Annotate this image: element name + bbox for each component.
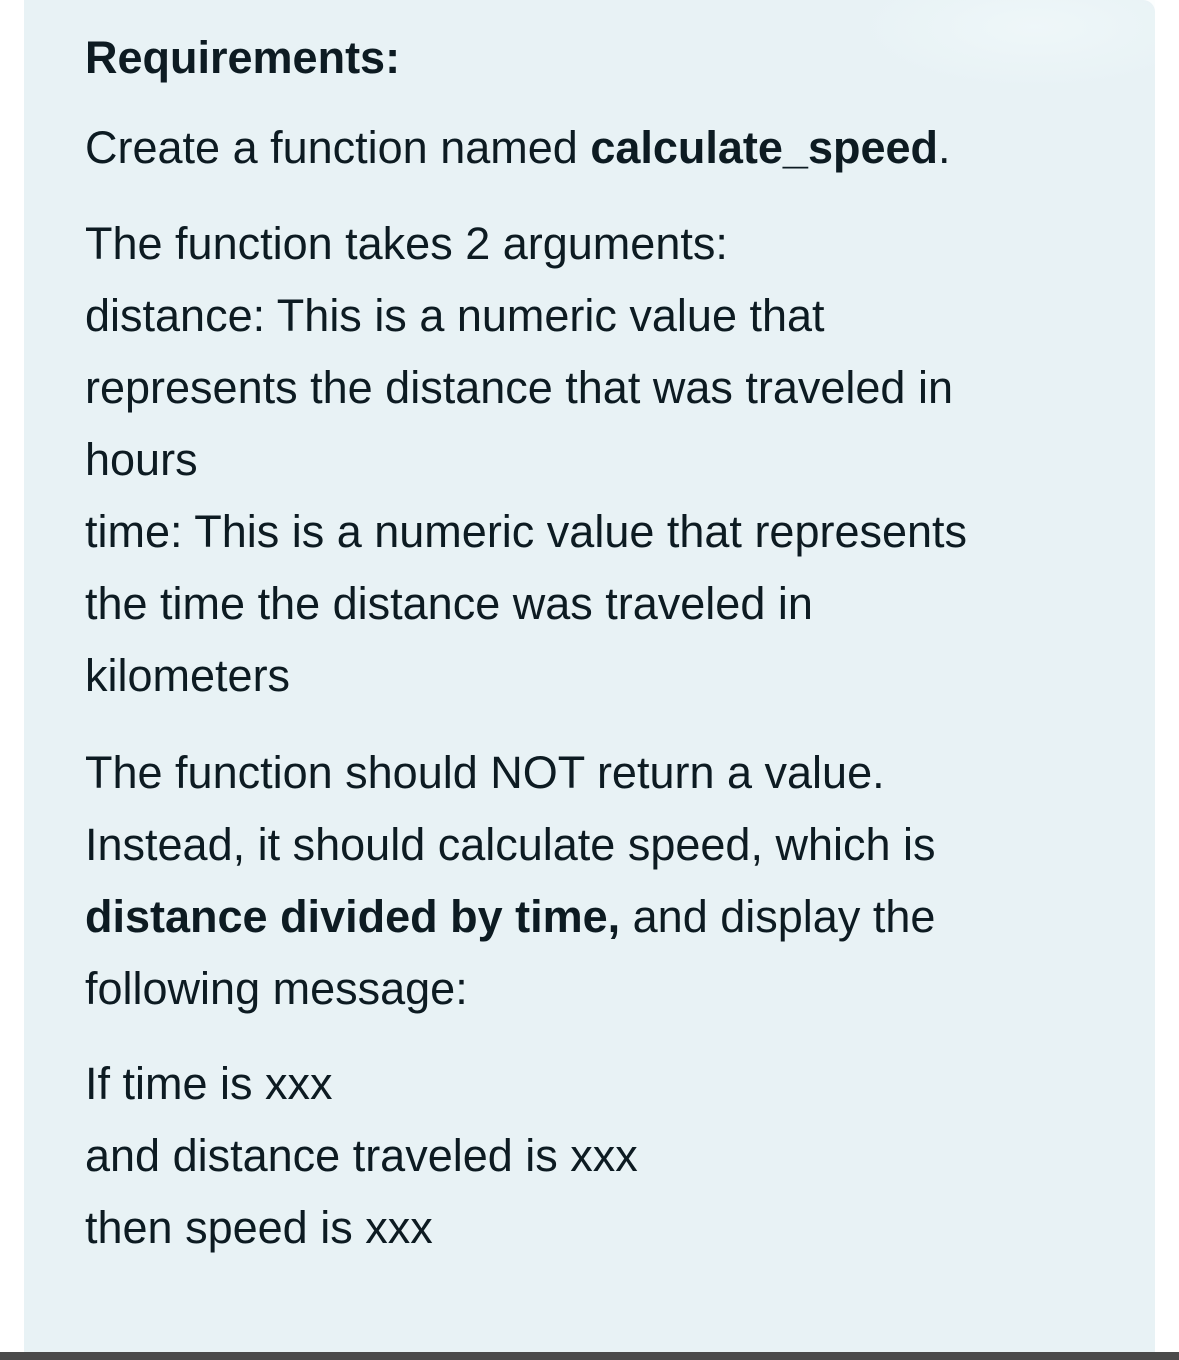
- message-line-2: and distance traveled is xxx: [85, 1130, 638, 1181]
- bottom-edge-bar: [0, 1352, 1179, 1360]
- intro-suffix: .: [938, 122, 951, 173]
- behavior-line-2: Instead, it should calculate speed, which is: [85, 819, 936, 870]
- behavior-line-1: The function should NOT return a value.: [85, 747, 885, 798]
- behavior-line-3: [85, 881, 935, 953]
- arguments-line-4: hours: [85, 434, 198, 485]
- message-line-1: If time is xxx: [85, 1058, 333, 1109]
- arguments-line-3: represents the distance that was traveled in: [85, 362, 953, 413]
- card-highlight: [855, 0, 1155, 90]
- behavior-line-4: following message:: [85, 963, 468, 1014]
- arguments-line-6: the time the distance was traveled in: [85, 578, 813, 629]
- arguments-line-5: time: This is a numeric value that represents: [85, 506, 968, 557]
- intro-line: [85, 112, 951, 184]
- function-name: calculate_speed: [590, 122, 939, 173]
- arguments-line-2: distance: This is a numeric value that: [85, 290, 825, 341]
- arguments-line-7: kilometers: [85, 650, 291, 701]
- behavior-line-3-rest: and display the: [620, 891, 936, 942]
- message-line-3: then speed is xxx: [85, 1202, 433, 1253]
- arguments-line-1: The function takes 2 arguments:: [85, 218, 728, 269]
- requirements-card: [24, 0, 1155, 1352]
- requirements-heading: Requirements:: [85, 32, 401, 83]
- behavior-bold-phrase: distance divided by time,: [85, 891, 621, 942]
- intro-prefix: Create a function named: [85, 122, 591, 173]
